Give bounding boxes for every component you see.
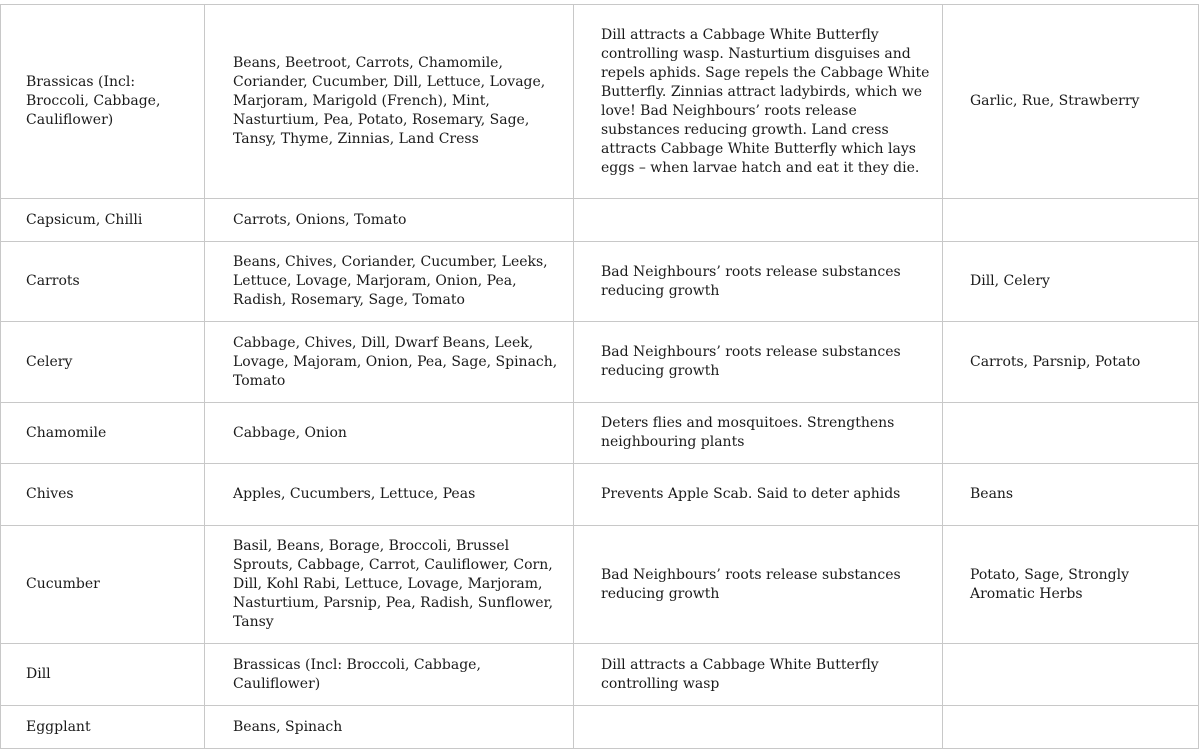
plant-cell: Cucumber [1, 526, 205, 644]
table-row [1, 5, 1199, 199]
good-companions-cell: Apples, Cucumbers, Lettuce, Peas [205, 464, 574, 526]
bad-neighbours-cell: Garlic, Rue, Strawberry [943, 5, 1199, 199]
notes-cell: Deters flies and mosquitoes. Strengthens neighbouring plants [574, 403, 943, 464]
notes-cell [574, 706, 943, 749]
plant-cell: Brassicas (Incl: Broccoli, Cabbage, Cauliflower) [1, 5, 205, 199]
bad-neighbours-cell: Beans [943, 464, 1199, 526]
table-row [1, 706, 1199, 749]
notes-cell: Bad Neighbours’ roots release substances reducing growth [574, 242, 943, 322]
good-companions-cell: Cabbage, Chives, Dill, Dwarf Beans, Leek, Lovage, Majoram, Onion, Pea, Sage, Spinach, Tomato [205, 322, 574, 403]
bad-neighbours-cell: Dill, Celery [943, 242, 1199, 322]
table-row [1, 322, 1199, 403]
good-companions-cell: Beans, Beetroot, Carrots, Chamomile, Coriander, Cucumber, Dill, Lettuce, Lovage, Marjoram, Marigold (French), Mint, Nasturtium, Pea, Potato, Rosemary, Sage, Tansy, Thyme, Zinnias, Land Cress [205, 5, 574, 199]
plant-cell: Dill [1, 644, 205, 706]
plant-cell: Capsicum, Chilli [1, 199, 205, 242]
good-companions-cell: Beans, Spinach [205, 706, 574, 749]
table-row [1, 526, 1199, 644]
bad-neighbours-cell: Carrots, Parsnip, Potato [943, 322, 1199, 403]
bad-neighbours-cell [943, 644, 1199, 706]
notes-cell: Dill attracts a Cabbage White Butterfly controlling wasp. Nasturtium disguises and repels aphids. Sage repels the Cabbage White Butterfly. Zinnias attract ladybirds, which we love! Bad Neighbours’ roots release substances reducing growth. Land cress attracts Cabbage White Butterfly which lays eggs – when larvae hatch and eat it they die. [574, 5, 943, 199]
good-companions-cell: Cabbage, Onion [205, 403, 574, 464]
good-companions-cell: Basil, Beans, Borage, Broccoli, Brussel Sprouts, Cabbage, Carrot, Cauliflower, Corn, Dill, Kohl Rabi, Lettuce, Lovage, Marjoram, Nasturtium, Parsnip, Pea, Radish, Sunflower, Tansy [205, 526, 574, 644]
table-row [1, 464, 1199, 526]
plant-cell: Celery [1, 322, 205, 403]
good-companions-cell: Carrots, Onions, Tomato [205, 199, 574, 242]
plant-cell: Chives [1, 464, 205, 526]
table-row [1, 199, 1199, 242]
bad-neighbours-cell [943, 199, 1199, 242]
plant-cell: Carrots [1, 242, 205, 322]
table-row [1, 644, 1199, 706]
bad-neighbours-cell [943, 706, 1199, 749]
table-row [1, 403, 1199, 464]
companion-planting-table [0, 4, 1199, 749]
notes-cell: Bad Neighbours’ roots release substances reducing growth [574, 526, 943, 644]
notes-cell: Prevents Apple Scab. Said to deter aphids [574, 464, 943, 526]
plant-cell: Eggplant [1, 706, 205, 749]
good-companions-cell: Beans, Chives, Coriander, Cucumber, Leeks, Lettuce, Lovage, Marjoram, Onion, Pea, Radish, Rosemary, Sage, Tomato [205, 242, 574, 322]
plant-cell: Chamomile [1, 403, 205, 464]
good-companions-cell: Brassicas (Incl: Broccoli, Cabbage, Cauliflower) [205, 644, 574, 706]
notes-cell: Bad Neighbours’ roots release substances reducing growth [574, 322, 943, 403]
bad-neighbours-cell [943, 403, 1199, 464]
table-row [1, 242, 1199, 322]
bad-neighbours-cell: Potato, Sage, Strongly Aromatic Herbs [943, 526, 1199, 644]
companion-planting-table-wrapper [0, 4, 1198, 749]
notes-cell [574, 199, 943, 242]
notes-cell: Dill attracts a Cabbage White Butterfly controlling wasp [574, 644, 943, 706]
